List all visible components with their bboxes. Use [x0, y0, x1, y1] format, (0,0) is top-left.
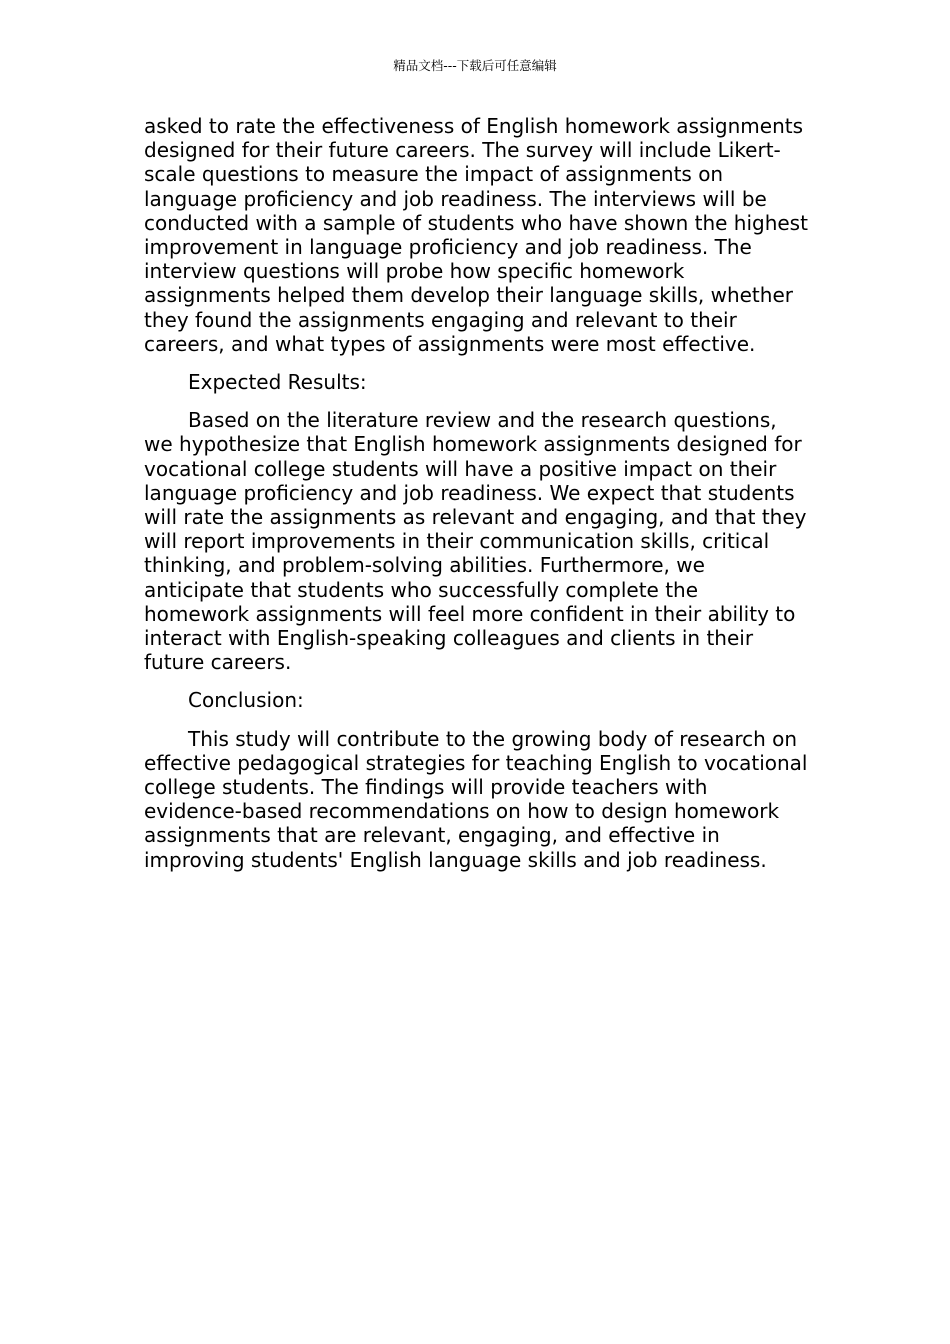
document-body [144, 114, 809, 886]
expected-results-heading: Expected Results: [188, 370, 367, 395]
page-header: 精品文档---下载后可任意编辑 [393, 58, 557, 73]
conclusion-paragraph: This study will contribute to the growing body of research on effective pedagogical strategies for teaching English to vocational college students. The findings will provide teachers with evidence-based recommendations on how to design homework assignments that are relevant, engaging, and effective in improving students' English language skills and job readiness. [144, 726, 808, 872]
conclusion-heading: Conclusion: [188, 688, 304, 713]
expected-results-paragraph: Based on the literature review and the research questions, we hypothesize that English homework assignments designed for vocational college students will have a positive impact on their language proficiency and job readiness. We expect that students will rate the assignments as relevant and engaging, and that they will report improvements in their communication skills, critical thinking, and problem-solving abilities. Furthermore, we anticipate that students who successfully complete the homework assignments will feel more confident in their ability to interact with English-speaking colleagues and clients in their future careers. [144, 408, 807, 675]
methodology-paragraph: asked to rate the effectiveness of English homework assignments designed for their future careers. The survey will include Likert-scale questions to measure the impact of assignments on language proficiency and job readiness. The interviews will be conducted with a sample of students who have shown the highest improvement in language proficiency and job readiness. The interview questions will probe how specific homework assignments helped them develop their language skills, whether they found the assignments engaging and relevant to their careers, and what types of assignments were most effective. [144, 114, 808, 356]
